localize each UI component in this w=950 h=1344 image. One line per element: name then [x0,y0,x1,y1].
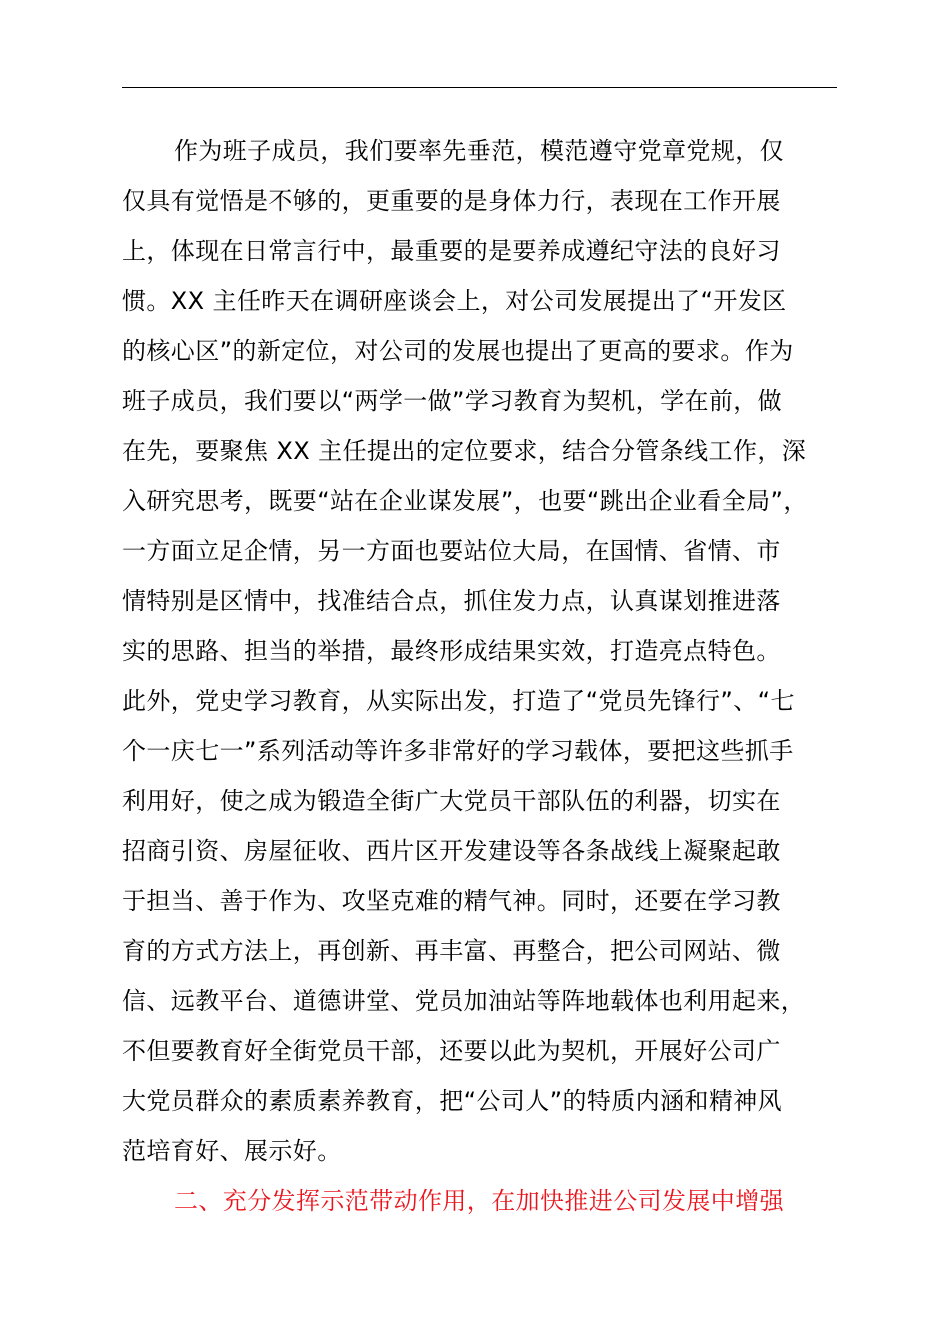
header-rule [122,87,837,88]
paragraph-line: 大党员群众的素质素养教育，把“公司人”的特质内涵和精神风 [122,1087,783,1115]
paragraph-line: 在先，要聚焦 XX 主任提出的定位要求，结合分管条线工作，深 [122,437,807,465]
paragraph-line: 入研究思考，既要“站在企业谋发展”，也要“跳出企业看全局”， [122,487,808,515]
section-heading: 二、充分发挥示范带动作用，在加快推进公司发展中增强 [174,1187,784,1215]
paragraph-line: 范培育好、展示好。 [122,1137,342,1165]
paragraph-line: 育的方式方法上，再创新、再丰富、再整合，把公司网站、微 [122,937,781,965]
paragraph-line: 班子成员，我们要以“两学一做”学习教育为契机，学在前，做 [122,387,783,415]
paragraph-line: 招商引资、房屋征收、西片区开发建设等各条战线上凝聚起敢 [122,837,781,865]
body-text [122,126,842,1226]
paragraph-line: 作为班子成员，我们要率先垂范，模范遵守党章党规，仅 [174,137,784,165]
paragraph-line: 惯。XX 主任昨天在调研座谈会上，对公司发展提出了“开发区 [122,287,787,315]
paragraph-line: 一方面立足企情，另一方面也要站位大局，在国情、省情、市 [122,537,781,565]
paragraph-line: 信、远教平台、道德讲堂、党员加油站等阵地载体也利用起来， [122,987,806,1015]
paragraph-line: 于担当、善于作为、攻坚克难的精气神。同时，还要在学习教 [122,887,781,915]
paragraph-line: 实的思路、担当的举措，最终形成结果实效，打造亮点特色。 [122,637,781,665]
paragraph-line: 此外，党史学习教育，从实际出发，打造了“党员先锋行”、“七 [122,687,795,715]
paragraph-line: 不但要教育好全街党员干部，还要以此为契机，开展好公司广 [122,1037,781,1065]
paragraph-line: 仅具有觉悟是不够的，更重要的是身体力行，表现在工作开展 [122,187,781,215]
paragraph-line: 情特别是区情中，找准结合点，抓住发力点，认真谋划推进落 [122,587,781,615]
paragraph-line: 个一庆七一”系列活动等许多非常好的学习载体，要把这些抓手 [122,737,794,765]
paragraph-line: 上，体现在日常言行中，最重要的是要养成遵纪守法的良好习 [122,237,781,265]
paragraph-line: 的核心区”的新定位，对公司的发展也提出了更高的要求。作为 [122,337,794,365]
paragraph-line: 利用好，使之成为锻造全街广大党员干部队伍的利器，切实在 [122,787,781,815]
